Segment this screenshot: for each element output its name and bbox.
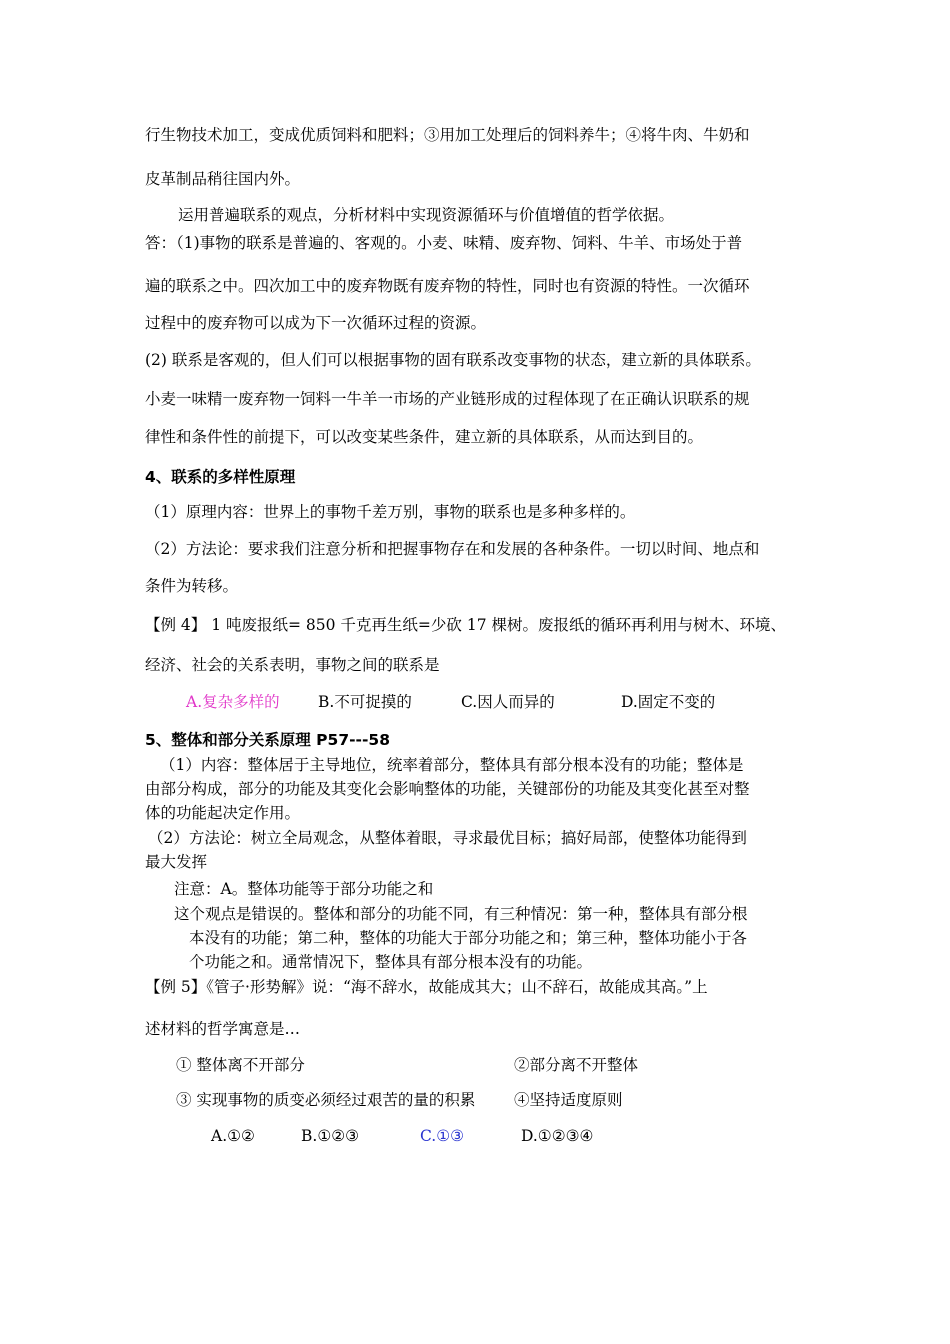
text-line: （2）方法论：要求我们注意分析和把握事物存在和发展的各种条件。一切以时间、地点和 (145, 540, 760, 558)
text-line: 皮革制品稍往国内外。 (145, 170, 301, 188)
q5-option-d: D.①②③④ (521, 1127, 594, 1145)
question-prompt: 运用普遍联系的观点，分析材料中实现资源循环与价值增值的哲学依据。 (178, 206, 675, 224)
text-line: 小麦一味精一废弃物一饲料一牛羊一市场的产业链形成的过程体现了在正确认识联系的规 (145, 390, 750, 408)
text-line: 体的功能起决定作用。 (145, 804, 301, 822)
q5-statement-4: ④坚持适度原则 (514, 1091, 623, 1109)
section-heading-5: 5、整体和部分关系原理 P57---58 (145, 731, 390, 749)
text-line: 过程中的废弃物可以成为下一次循环过程的资源。 (145, 314, 487, 332)
q5-option-a: A.①② (211, 1127, 255, 1145)
text-line: （1）原理内容：世界上的事物千差万别，事物的联系也是多种多样的。 (145, 503, 636, 521)
text-line: (2) 联系是客观的，但人们可以根据事物的固有联系改变事物的状态，建立新的具体联系。 (145, 351, 761, 369)
q5-option-c: C.①③ (420, 1127, 465, 1145)
section-heading-4: 4、联系的多样性原理 (145, 468, 296, 486)
q4-option-c: C.因人而异的 (461, 693, 555, 711)
text-line: 个功能之和。通常情况下，整体具有部分根本没有的功能。 (189, 953, 593, 971)
text-line: 最大发挥 (145, 853, 208, 871)
example-5-question: 【例 5】《管子·形势解》说：“海不辞水，故能成其大；山不辞石，故能成其高。”上 (145, 978, 708, 996)
answer-line: 答：（1)事物的联系是普遍的、客观的。小麦、味精、废弃物、饲料、牛羊、市场处于普 (145, 234, 743, 252)
text-line: 行生物技术加工，变成优质饲料和肥料；③用加工处理后的饲料养牛；④将牛肉、牛奶和 (145, 126, 750, 144)
text-line: 经济、社会的关系表明，事物之间的联系是 (145, 656, 440, 674)
q5-statement-3: ③ 实现事物的质变必须经过艰苦的量的积累 (176, 1091, 476, 1109)
text-line: 遍的联系之中。四次加工中的废弃物既有废弃物的特性，同时也有资源的特性。一次循环 (145, 277, 750, 295)
note-line: 注意：A。整体功能等于部分功能之和 (174, 880, 434, 898)
q5-statement-1: ① 整体离不开部分 (176, 1056, 305, 1074)
text-line: （1）内容：整体居于主导地位，统率着部分，整体具有部分根本没有的功能；整体是 (160, 756, 744, 774)
q4-option-b: B.不可捉摸的 (318, 693, 412, 711)
example-4-question: 【例 4】 1 吨废报纸= 850 千克再生纸=少砍 17 棵树。废报纸的循环再利用与树木、环境、 (145, 616, 786, 634)
text-line: 条件为转移。 (145, 577, 239, 595)
q4-option-a: A.复杂多样的 (186, 693, 280, 711)
text-line: 律性和条件性的前提下，可以改变某些条件，建立新的具体联系，从而达到目的。 (145, 428, 704, 446)
text-line: 这个观点是错误的。整体和部分的功能不同，有三种情况：第一种，整体具有部分根 (174, 905, 748, 923)
text-line: 由部分构成，部分的功能及其变化会影响整体的功能，关键部份的功能及其变化甚至对整 (145, 780, 750, 798)
text-line: 述材料的哲学寓意是… (145, 1020, 301, 1038)
text-line: 本没有的功能；第二种，整体的功能大于部分功能之和；第三种，整体功能小于各 (189, 929, 748, 947)
q5-option-b: B.①②③ (301, 1127, 360, 1145)
text-line: （2）方法论：树立全局观念，从整体着眼，寻求最优目标；搞好局部，使整体功能得到 (148, 829, 747, 847)
q5-statement-2: ②部分离不开整体 (514, 1056, 639, 1074)
q4-option-d: D.固定不变的 (621, 693, 716, 711)
